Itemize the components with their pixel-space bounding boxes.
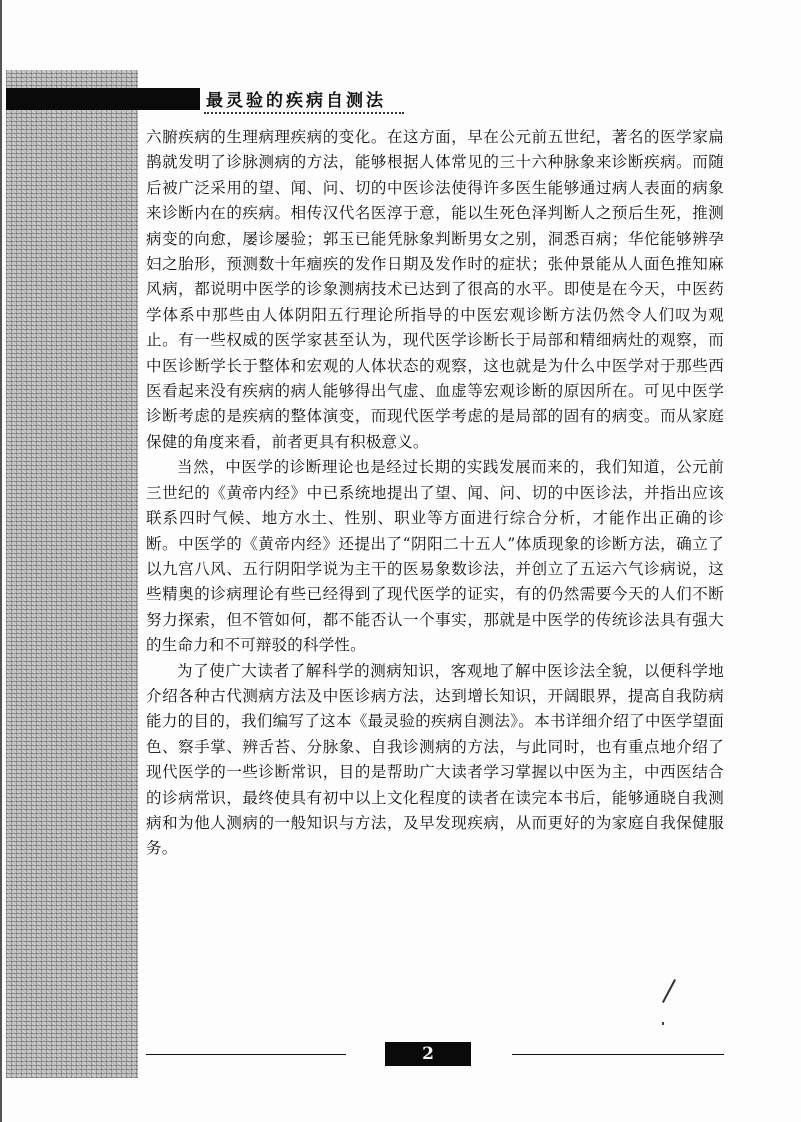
paragraph: 当然，中医学的诊断理论也是经过长期的实践发展而来的，我们知道，公元前三世纪的《黄帝内经》中已系统地提出了望、闻、问、切的中医诊法，并指出应该联系四时气候、地方水土、性别、职业等方面进行综合分析，才能作出正确的诊断。中医学的《黄帝内经》还提出了“阴阳二十五人”体质现象的诊断方法，确立了以九宫八风、五行阴阳学说为主干的医易象数诊法，并创立了五运六气诊病说，这些精奥的诊病理论有些已经得到了现代医学的证实，有的仍然需要今天的人们不断努力探索，但不管如何，都不能否认一个事实，那就是中医学的传统诊法具有强大的生命力和不可辩驳的科学性。 [146,458,724,655]
decorative-side-band [6,70,138,1078]
page-number-box [385,1042,471,1066]
body-text [146,125,724,862]
header-dotted-rule [204,112,404,114]
running-header-title: 最灵验的疾病自测法 [206,91,386,111]
footer-rule-right [512,1054,724,1055]
header-black-bar [6,88,200,110]
page-edge-line [0,0,2,1122]
pencil-mark [662,979,676,1003]
page-number: 2 [422,1044,434,1064]
paragraph: 六腑疾病的生理病理疾病的变化。在这方面，早在公元前五世纪，著名的医学家扁鹊就发明了诊脉测病的方法，能够根据人体常见的三十六种脉象来诊断疾病。而随后被广泛采用的望、闻、问、切的中医诊法使得许多医生能够通过病人表面的病象来诊断内在的疾病。相传汉代名医淳于意，能以生死色泽判断人之预后生死，推测病变的向愈，屡诊屡验；郭玉已能凭脉象判断男女之别，洞悉百病；华佗能够辨孕妇之胎形，预测数十年痼疾的发作日期及发作时的症状；张仲景能从人面色推知麻风病，都说明中医学的诊象测病技术已达到了很高的水平。即使是在今天，中医药学体系中那些由人体阴阳五行理论所指导的中医宏观诊断方法仍然令人们叹为观止。有一些权威的医学家甚至认为，现代医学诊断长于局部和精细病灶的观察，而中医诊断学长于整体和宏观的人体状态的观察，这也就是为什么中医学对于那些西医看起来没有疾病的病人能够得出气虚、血虚等宏观诊断的原因所在。可见中医学诊断考虑的是疾病的整体演变，而现代医学考虑的是局部的固有的病变。而从家庭保健的角度来看，前者更具有积极意义。 [146,128,724,451]
footer-rule-left [146,1054,346,1055]
pencil-dot [662,1022,664,1025]
paragraph: 为了使广大读者了解科学的测病知识，客观地了解中医诊法全貌，以便科学地介绍各种古代测病方法及中医诊病方法，达到增长知识，开阔眼界，提高自我防病能力的目的，我们编写了这本《最灵验的疾病自测法》。本书详细介绍了中医学望面色、察手掌、辨舌苔、分脉象、自我诊测病的方法，与此同时，也有重点地介绍了现代医学的一些诊断常识，目的是帮助广大读者学习掌握以中医为主，中西医结合的诊病常识，最终使具有初中以上文化程度的读者在读完本书后，能够通晓自我测病和为他人测病的一般知识与方法，及早发现疾病，从而更好的为家庭自我保健服务。 [146,661,724,858]
